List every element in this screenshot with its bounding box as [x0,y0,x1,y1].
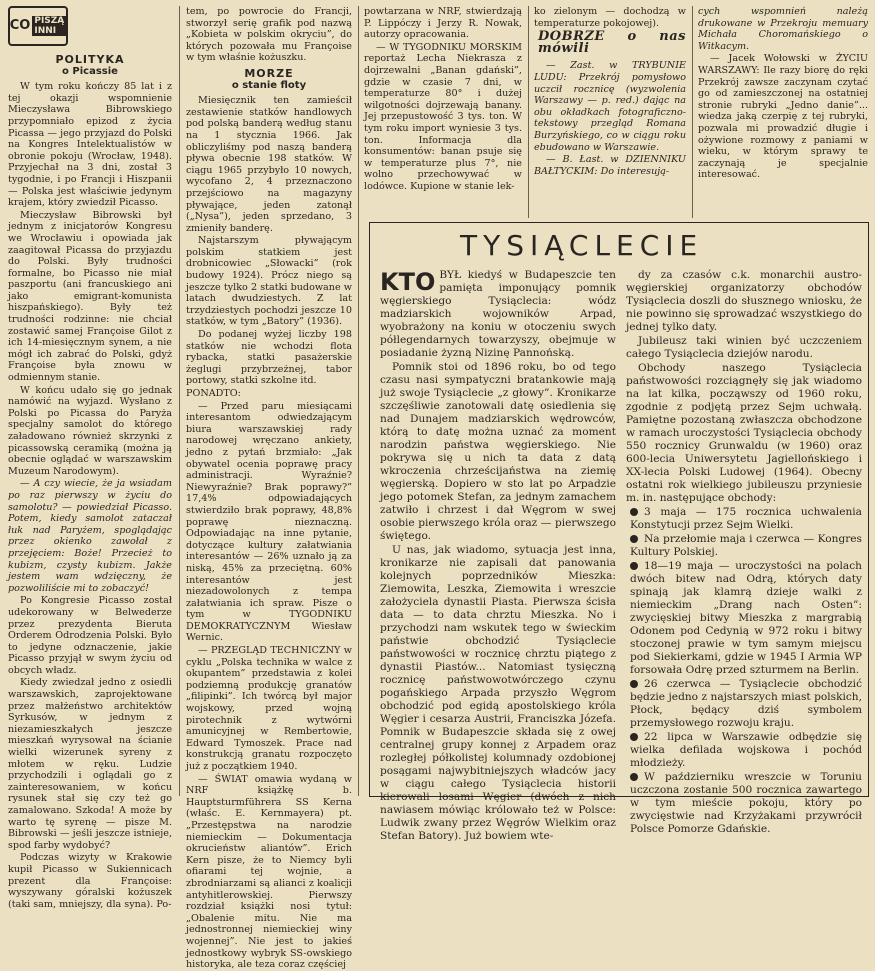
bullet-icon [630,680,638,688]
column-rule [692,6,693,218]
tysiaclecie-left-column [380,268,616,842]
paragraph: W tym roku kończy 85 lat i z tej okazji wspomnienie Mieczysława Bibrowskiego przypomniało epizod z życia Picassa — jego przyjazd do Polski na Kongres Intelektualistów w obronie pokoju (Wrocław, 1948). Przyjechał na 3 dni, został 3 tygodnie, i po Francji i Hiszpanii — Polska jest właściwie jedynym krajem, który zwiedził Picasso. [8,81,172,209]
paragraph: Do podanej wyżej liczby 198 statków nie wchodzi flota rybacka, statki pasażerskie żeglugi przybrzeżnej, tabor portowy, statki szkolne itd. [186,329,352,387]
column-4 [534,6,686,218]
section-subtitle: o Picassie [62,65,118,77]
event-item: 3 maja — 175 rocznica uchwalenia Konstytucji przez Sejm Wielki. [630,506,862,531]
tysiaclecie-lead: KTO BYŁ kiedyś w Budapeszcie ten pamięta imponujący pomnik węgierskiego Tysiąclecia: wódz madziarskich wojowników Arpad, wyobrażony na koniu w otoczeniu swych półlegendarnych towarzyszy, obejmuje w posiadanie żyzną Nizinę Pannońską. [380,268,616,359]
event-item: 26 czerwca — Tysiąclecie obchodzić będzie jedno z najstarszych miast polskich, Płock, będący dziś symbolem przemysłowego rozwoju kraju. [630,678,862,729]
co-pisza-inni-logo: CO PISZĄ INNI [8,6,68,46]
drop-cap-kto: KTO [380,268,436,296]
paragraph: — W TYGODNIKU MORSKIM reportaż Lecha Niekrasza z dojrzewalni „Banan gdański”, gdzie w czasie 7 dni, w temperaturze 80° i dużej wilgotności dojrzewają banany. Jej przepustowość 3 tys. ton. W tym roku import wyniesie 3 tys. ton. Informacja dla konsumentów: banan psuje się w temperaturze plus 7°, nie wolno przechowywać w lodówce. Kupione w stanie lek- [364,41,522,192]
column-rule [528,6,529,218]
paragraph: Po Kongresie Picasso został udekorowany w Belwederze przez prezydenta Bieruta Orderem Odrodzenia Polski. Było to jedyne odznaczenie, jakie Picasso przyjął w swym życiu od obcych władz. [8,595,172,676]
paragraph: Jubileusz taki winien być uczczeniem całego Tysiąclecia dziejów narodu. [626,335,862,360]
col5-intro: cych wspomnień należą drukowane w Przekroju memuary Michała Choromańskiego o Witkacym. [698,6,868,52]
paragraph: Podczas wizyty w Krakowie kupił Picasso w Sukiennicach prezent dla Françoise: wyszywany góralski kożuszek (taki sam, mniejszy, dla syna). Po- [8,852,172,910]
dobrze-o-nas-mowili-heading: DOBRZE o nas mówili [538,29,686,56]
paragraph: W końcu udało się go jednak namówić na wyjazd. Wysłano z Polski po Picassa do Paryża specjalny samolot do którego załadowano również skrzynki z picassowską ceramiką (można ją obecnie oglądać w warszawskim Muzeum Narodowym). [8,384,172,477]
event-item: 18—19 maja — uroczystości na polach dwóch bitew nad Odrą, których daty spinają jak klamrą dzieje walki z niemieckim „Drang nach Osten”: zwycięskiej bitwy Mieszka z margrabią Odonem pod Cedynią w 972 roku i bitwy stoczonej prawie w tym samym miejscu pod Siekierkami, gdzie w 1945 I Armia WP forsowała Odrę przed szturmem na Berlin. [630,560,862,676]
paragraph: Pomnik stoi od 1896 roku, bo od tego czasu nasi sympatyczni bratankowie mają już swoje Tysiąclecie „z głowy”. Kronikarze szczęśliwie zanotowali datę osiedlenia się nad Dunajem madziarskich wędrowców, którą to datę można uznać za moment narodzin państwa węgierskiego. Nie pokrywa się u nich ta data z datą wkroczenia chrześcijaństwa na ziemię węgierską. Dopiero w sto lat po Arpadzie jego potomek Stefan, za jednym zamachem zatwiło i chrzest i dał Węgrom w swej osobie pierwszego króla oraz — pierwszego świętego. [380,361,616,542]
tysiaclecie-right-column [626,269,862,835]
paragraph: Mieczysław Bibrowski był jednym z inicjatorów Kongresu we Wrocławiu i opowiada jak zaagitował Picassa do przyjazdu do Polski. Były trudności formalne, bo Picasso nie miał paszportu (ani francuskiego ani jako emigrant-komunista hiszpańskiego). Były też trudności rodzinne: nie chciał zostawić samej Françoise Gilot z ich 14-miesięcznym synem, a nie mógł ich zabrać do Polski, gdyż Françoise była znowu w odmiennym stanie. [8,209,172,384]
column-3 [364,6,522,218]
bullet-icon [630,733,638,741]
col3-body [364,42,522,193]
col2-intro: tem, po powrocie do Francji, stworzył serię grafik pod nazwą „Kobieta w polskim okryciu”, do których pozowała mu Françoise w tym właśnie kożuszku. [186,6,352,64]
paragraph: — PRZEGLĄD TECHNICZNY w cyklu „Polska technika w walce z okupantem” przedstawia z kolei podziemną produkcję granatów „filipinki”. Ich twórcą był major wojskowy, przed wojną pirotechnik z wytwórni amunicyjnej w Rembertowie, Edward Tymoszek. Prace nad konstrukcją granatu rozpoczęto już z początkiem 1940. [186,645,352,772]
col4-body [534,60,686,177]
section-title-polityka: POLITYKA [55,53,125,66]
paragraph: Obchody naszego Tysiąclecia państwowości rozciągnęły się jak wiadomo na lat kilka, począwszy od 1960 roku, zgodnie z podjętą przez Sejm uchwałą. Pamiętne pozostaną zwłaszcza obchodzone w ramach uroczystości Tysiąclecia obchody 550 rocznicy Grunwaldu (w 1960) oraz 600-lecia Uniwersytetu Jagiellońskiego i XX-lecia Polski Ludowej (1964). Obecny ostatni rok wielkiego jubileuszu przyniesie m. in. następujące obchody: [626,362,862,504]
bullet-icon [630,562,638,570]
column-rule [179,6,180,796]
paragraph: dy za czasów c.k. monarchii austro-węgierskiej organizatorzy obchodów Tysiąclecia doszli do słusznego wniosku, że nie powinno się sprowadzać wszystkiego do jednej tylko daty. [626,269,862,333]
column-rule [358,6,359,796]
section-title-morze: MORZE [244,66,294,80]
paragraph: — A czy wiecie, że ja wsiadam po raz pierwszy w życiu do samolotu? — powiedział Picasso. Potem, kiedy samolot zataczał łuk nad Paryżem, spoglądając przez okienko zawołał z przejęciem: Boże! Przecież to kubizm, czysty kubizm. Jakże jestem wam wdzięczny, że pozwoliliście mi to zobaczyć! [8,478,172,594]
tysiaclecie-article [369,222,869,842]
event-item: W październiku wreszcie w Toruniu uczczona zostanie 500 rocznica zawartego w tym mieście pokoju, który po zwycięstwie nad Krzyżakami przywrócił Polsce Pomorze Gdańskie. [630,771,862,835]
paragraph: — B. Łast. w DZIENNIKU BAŁTYCKIM: Do interesują- [534,154,686,177]
paragraph: — Zast. w TRYBUNIE LUDU: Przekrój pomysłowo uczcił rocznicę (wyzwolenia Warszawy — p. red.) dając na obu okładkach fotograficzno-tekstowy przegląd Romana Burzyńskiego, co w ciągu roku ebudowano w Warszawie. [534,60,686,153]
section-subtitle: o stanie floty [231,79,307,91]
event-item: Na przełomie maja i czerwca — Kongres Kultury Polskiej. [630,533,862,558]
paragraph: U nas, jak wiadomo, sytuacja jest inna, kronikarze nie zapisali dat panowania kolejnych poprzedników Mieszka: Ziemowita, Leszka, Ziemowita i wreszcie założyciela dynastii Piasta. Pierwsza ścisła data — to data chrztu Mieszka. No i przychodzi nam wskutek tego w świeckim państwie obchodzić Tysiąclecie państwowości w rocznicę chrztu piątego z dynastii Piastów... Natomiast tysięczną rocznicę państwowotwórczego czynu pogańskiego Arpada przyszło Węgrom obchodzić pod egidą apostolskiego króla Węgier i cesarza Austrii, Franciszka Józefa. Pomnik w Budapeszcie składa się z owej centralnej grupy konnej z Arpadem oraz rozległej półkolistej kolumnady ozdobionej posągami najwybitniejszych władców jacy w ciągu całego Tysiąclecia historii kierowali losami Węgier (dwóch z nich nawiasem mówiąc królowało też w Polsce: Ludwik zwany przez Węgrów Wielkim oraz Stefan Batory). Już bowiem wte- [380,544,616,842]
col1-body [8,81,172,910]
column-2 [186,6,352,971]
paragraph: PONADTO: [186,388,241,399]
col5-body [698,53,868,181]
paragraph: Kiedy zwiedzał jedno z osiedli warszawskich, zaprojektowane przez małżeństwo architektów Syrkusów, w jednym z niezamieszkałych jeszcze mieszkań wyrysował na ścianie wielki wizerunek syreny z młotem w ręku. Ludzie przychodzili i oglądali go z zainteresowaniem, w końcu rysunek stał się czy też go zamalowano. Szkoda! A może by warto tę syrenę — pisze M. Bibrowski — jeśli jeszcze istnieje, spod farby wydobyć? [8,677,172,851]
bullet-icon [630,508,638,516]
event-list [626,506,862,836]
paragraph: — Przed paru miesiącami interesantom odwiedzającym biura warszawskiej rady narodowej wręczano ankiety, jedno z pytań brzmiało: „Jak obywatel ocenia poprawę pracy administracji. Wyraźnie? Niewyraźnie? Brak poprawy?” 17,4% odpowiadających stwierdziło brak poprawy, 48,8% poprawę nieznaczną. Odpowiadając na inne pytanie, dotyczące kultury załatwiania interesantów — 26% uznało ją za niską, 45% za przeciętną. 60% interesantów jest niezadowolonych z tempa załatwiania ich spraw. Pisze o tym w TYGODNIKU DEMOKRATYCZNYM Wiesław Wernic. [186,400,352,644]
column-1 [8,6,172,910]
column-5 [698,6,868,218]
bullet-icon [630,535,638,543]
paragraph: — ŚWIAT omawia wydaną w NRF książkę b. Hauptsturmführera SS Kerna (właśc. E. Kernmayera) pt. „Przestępstwa na narodzie niemieckim — Dokumentacja okrucieństw aliantów”. Erich Kern pisze, że to Niemcy byli ofiarami tej wojnie, a zbrodniarzami są alianci z koalicji antyhitlerowskiej. Pierwszy rozdział książki nosi tytuł: „Obalenie mitu. Nie ma jednostronnej niemieckiej winy wojennej”. Nie jest to jakieś jednostkowy wybryk SS-owskiego historyka, ale teza coraz częściej [186,773,352,971]
tysiaclecie-right-body [626,269,862,505]
col4-intro: ko zielonym — dochodzą w temperaturze pokojowej). [534,6,686,29]
paragraph: Miesięcznik ten zamieścił zestawienie statków handlowych pod polską banderą według stanu na 1 stycznia 1966. Jak obliczyliśmy pod naszą banderą pływa obecnie 198 statków. W ciągu 1965 przybyło 10 nowych, wycofano 2, 4 przeznaczono przejściowo na magazyny pływające, jeden zatonął („Nysa”), jeden sprzedano, 3 zmieniły banderę. [186,95,352,234]
bullet-icon [630,773,638,781]
paragraph: Najstarszym pływającym polskim statkiem jest drobnicowiec „Słowacki” (rok budowy 1924). Prócz niego są jeszcze tylko 2 statki budowane w latach dwudziestych. Z lat trzydziestych pochodzi jeszcze 10 statków, w tym „Batory” (1936). [186,235,352,328]
col3-intro: powtarzana w NRF, stwierdzają P. Lippóczy i Jerzy R. Nowak, autorzy opracowania. [364,6,522,41]
event-item: 22 lipca w Warszawie odbędzie się wielka defilada wojskowa i pochód młodzieży. [630,731,862,769]
tysiaclecie-left-body [380,361,616,843]
tysiaclecie-title: TYSIĄCLECIE [460,228,704,262]
paragraph: — Jacek Wołowski w ŻYCIU WARSZAWY: Ile razy biorę do ręki Przekrój zawsze zaczynam czytać go od zamieszczonej na ostatniej stronie rubryki „Jedno danie”... wiedza jaką czerpię z tej rubryki, pozwala mi prowadzić długie i ożywione rozmowy z paniami w wieku, w którym sprawy te zaczynają je specjalnie interesować. [698,53,868,181]
col2-body [186,95,352,971]
